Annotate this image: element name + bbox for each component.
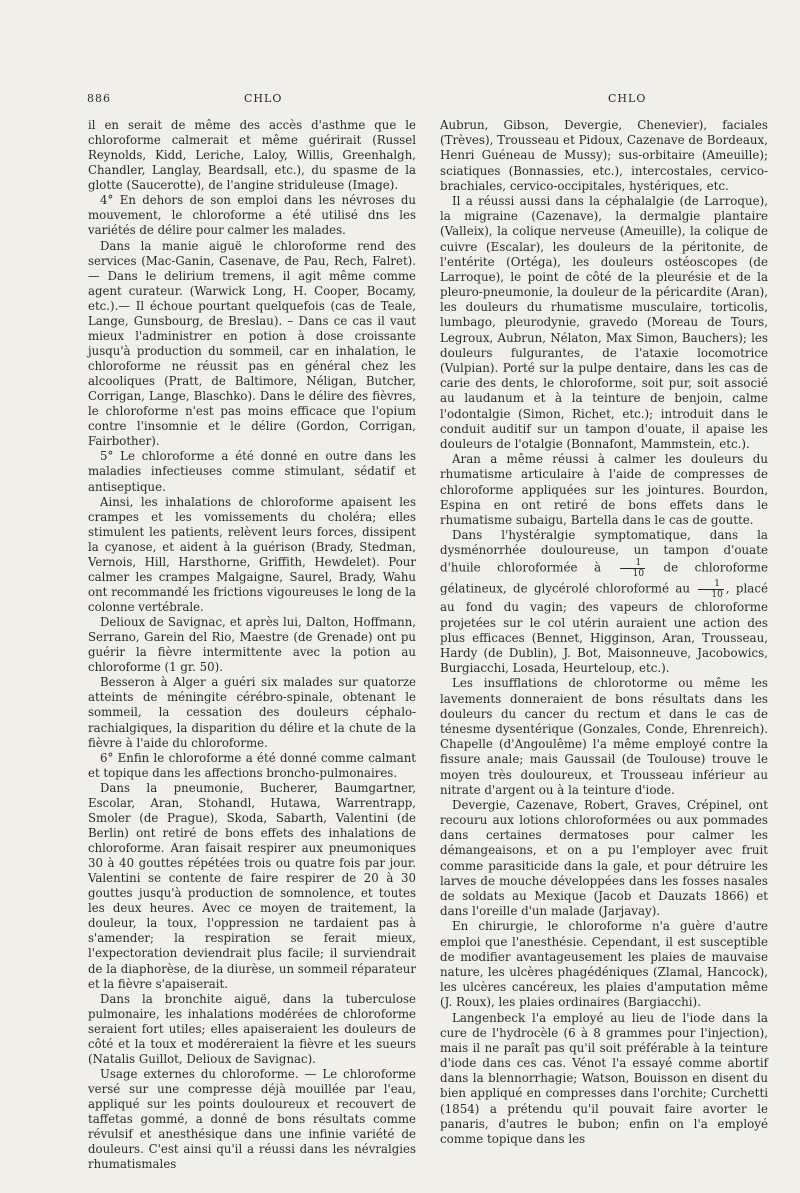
paragraph: 6° Enfin le chloroforme a été donné comme calmant et topique dans les affections broncho-pulmonaires. — [88, 750, 416, 780]
paragraph: Usage externes du chloroforme. — Le chloroforme versé sur une compresse déjà mouillée par l'eau, appliqué sur les points douloureux et recouvert de taffetas gommé, a donné de bons résultats comme révulsif et anesthésique dans une infinie variété de douleurs. C'est ainsi qu'il a réussi dans les névralgies rhumatismales — [88, 1066, 416, 1172]
paragraph: Delioux de Savignac, et après lui, Dalton, Hoffmann, Serrano, Garein del Rio, Maestre (de Grenade) ont pu guérir la fièvre intermittente avec la potion au chloroforme (1 gr. 50). — [88, 615, 416, 675]
paragraph: Les insufflations de chlorotorme ou même les lavements donneraient de bons résultats dans les douleurs du cancer du rectum et dans le cas de ténesme dysentérique (Gonzales, Conde, Ehrenreich). Chapelle (d'Angoulême) l'a même employé contre la fissure anale; mais Gaussail (de Toulouse) trouve le moyen très douloureux, et Trousseau inférieur au nitrate d'argent ou à la teinture d'iode. — [440, 676, 768, 797]
paragraph: Ainsi, les inhalations de chloroforme apaisent les crampes et les vomissements du choléra; elles stimulent les patients, relèvent leurs forces, dissipent la cyanose, et aident à la guérison (Brady, Stedman, Vernois, Hill, Harsthorne, Griffith, Hewdelet). Pour calmer les crampes Malgaigne, Saurel, Brady, Wahu ont recommandé les frictions vigoureuses le long de la colonne vertébrale. — [88, 494, 416, 614]
paragraph: 4° En dehors de son emploi dans les névroses du mouvement, le chloroforme a été utilisé dns les variétés de délire pour calmer les malades. — [88, 193, 416, 238]
paragraph: Aran a même réussi à calmer les douleurs du rhumatisme articulaire à l'aide de compresses de chloroforme appliquées sur les jointures. Bourdon, Espina en ont retiré de bons effets dans le rhumatisme subaigu, Bartella dans le cas de goutte. — [440, 452, 768, 527]
fraction-numerator: 1 — [698, 579, 723, 590]
running-header — [0, 92, 800, 108]
paragraph: Dans la bronchite aiguë, dans la tuberculose pulmonaire, les inhalations modérées de chloroforme seraient fort utiles; elles apaiseraient les douleurs de côté et la toux et modéreraient la fièvre et les sueurs (Natalis Guillot, Delioux de Savignac). — [88, 991, 416, 1066]
right-column — [440, 118, 768, 1147]
text-run: chloroformé au — [595, 581, 691, 596]
paragraph: il en serait de même des accès d'asthme que le chloroforme calmerait et même guérirait (Russel Reynolds, Kidd, Leriche, Laloy, Willis, Greenhalgh, Chandler, Langlay, Beardsall, etc.), du spasme de la glotte (Saucerotte), de l'angine striduleuse (Image). — [88, 118, 416, 193]
paragraph: Devergie, Cazenave, Robert, Graves, Crépinel, ont recouru aux lotions chloroformées ou aux pommades dans certaines dermatoses pour calmer les démangeaisons, et on a pu l'employer avec fruit comme parasiticide dans la gale, et pour détruire les larves de mouche développées dans les fosses nasales de soldats au Mexique (Jacob et Dauzats 1866) et dans l'oreille d'un malade (Jarjavay). — [440, 797, 768, 919]
paragraph: En chirurgie, le chloroforme n'a guère d'autre emploi que l'anesthésie. Cependant, il est susceptible de modifier avantageusement les plaies de mauvaise nature, les ulcères phagédéniques (Zlamal, Hancock), les ulcères cancéreux, les plaies d'amputation même (J. Roux), les plaies ordinaires (Bargiacchi). — [440, 919, 768, 1010]
page-number: 886 — [87, 92, 111, 105]
paragraph: Dans la manie aiguë le chloroforme rend des services (Mac-Ganin, Casenave, de Pau, Rech, Falret). — Dans le delirium tremens, il agit même comme agent curateur. (Warwick Long, H. Cooper, Bocamy, etc.).— Il échoue pourtant quelquefois (cas de Teale, Lange, Gunsbourg, de Breslau). – Dans ce cas il vaut mieux l'administrer en potion à dose croissante jusqu'à production du sommeil, car en inhalation, le chloroforme ne réussit pas en général chez les alcooliques (Pratt, de Baltimore, Néligan, Butcher, Corrigan, Lange, Blaschko). Dans le délire des fièvres, le chloroforme n'est pas moins efficace que l'opium contre l'insomnie et le délire (Gordon, Corrigan, Fairbother). — [88, 238, 416, 449]
fraction-denominator: 10 — [632, 569, 645, 580]
running-title-right: CHLO — [608, 92, 647, 105]
paragraph: Aubrun, Gibson, Devergie, Chenevier), faciales (Trèves), Trousseau et Pidoux, Cazenave de Bordeaux, Henri Guéneau de Mussy); sus-orbitaire (Ameuille); sciatiques (Bonnassies, etc.), intercostales, cervico-brachiales, cervico-occipitales, hystériques, etc. — [440, 118, 768, 193]
paragraph-with-fractions — [440, 528, 768, 676]
paragraph: Langenbeck l'a employé au lieu de l'iode dans la cure de l'hydrocèle (6 à 8 grammes pour l'injection), mais il ne paraît pas qu'il soit préférable à la teinture d'iode dans ces cas. Vénot l'a essayé comme abortif dans la blennorrhagie; Watson, Bouisson en disent du bien appliqué en compresses dans l'orchite; Curchetti (1854) a prétendu qu'il pouvait faire avorter le panaris, d'autres le bubon; enfin on l'a employé comme topique dans les — [440, 1010, 768, 1146]
fraction — [620, 558, 645, 579]
left-column — [88, 118, 416, 1172]
fraction-denominator: 10 — [711, 590, 723, 601]
paragraph: Il a réussi aussi dans la céphalalgie (de Larroque), la migraine (Cazenave), la dermalgie plantaire (Valleix), la colique nerveuse (Ameuille), la colique de cuivre (Escalar), les douleurs de la péritonite, de l'entérite (Ortéga), les douleurs ostéoscopes (de Larroque), le point de côté de la pleurésie et de la pleuro-pneumonie, la douleur de la péricardite (Aran), les douleurs du rhumatisme musculaire, torticolis, lumbago, pleurodynie, gravedo (Moreau de Tours, Legroux, Aubrun, Nélaton, Max Simon, Bauchers); les douleurs fulgurantes, de l'ataxie locomotrice (Vulpian). Porté sur la pulpe dentaire, dans les cas de carie des dents, le chloroforme, soit pur, soit associé au laudanum et à la teinture de benjoin, calme l'odontalgie (Simon, Richet, etc.); introduit dans le conduit auditif sur un tampon d'ouate, il apaise les douleurs de l'otalgie (Bonnafont, Mammstein, etc.). — [440, 193, 768, 451]
paragraph: 5° Le chloroforme a été donné en outre dans les maladies infectieuses comme stimulant, sédatif et antiseptique. — [88, 449, 416, 494]
text-run: Dans l'hystéralgie symptomatique, dans la dysménorrhée douloureuse, un tampon d'ouate d'huile chloroformée à — [440, 528, 768, 575]
fraction — [698, 579, 723, 600]
text-run: , placé au fond du vagin; des vapeurs de chloroforme projetées sur le col utérin auraient une action des plus efficaces (Bennet, Higginson, Aran, Trousseau, Hardy (de Dublin), J. Bot, Maisonneuve, Jacobowics, Burgiacchi, Losada, Heurteloup, etc.). — [440, 581, 769, 676]
fraction-numerator: 1 — [620, 558, 645, 569]
text-run: de chloroforme gélatineux, de glycérolé — [440, 560, 768, 596]
paragraph: Dans la pneumonie, Bucherer, Baumgartner, Escolar, Aran, Stohandl, Hutawa, Warrentrapp, Smoler (de Prague), Skoda, Sabarth, Valentini (de Berlin) ont retiré de bons effets des inhalations de chloroforme. Aran faisait respirer aux pneumoniques 30 à 40 gouttes répétées trois ou quatre fois par jour. Valentini se contente de faire respirer de 20 à 30 gouttes jusqu'à production de somnolence, et toutes les deux heures. Avec ce moyen de traitement, la douleur, la toux, l'oppression ne tardaient pas à s'amender; la respiration se ferait mieux, l'expectoration deviendrait plus facile; il surviendrait de la diaphorèse, de la diurèse, un sommeil réparateur et la fièvre s'apaiserait. — [88, 780, 416, 991]
paragraph: Besseron à Alger a guéri six malades sur quatorze atteints de méningite cérébro-spinale, obtenant le sommeil, la cessation des douleurs céphalo-rachialgiques, la disparition du délire et la chute de la fièvre à l'aide du chloroforme. — [88, 675, 416, 750]
running-title-left: CHLO — [244, 92, 283, 105]
